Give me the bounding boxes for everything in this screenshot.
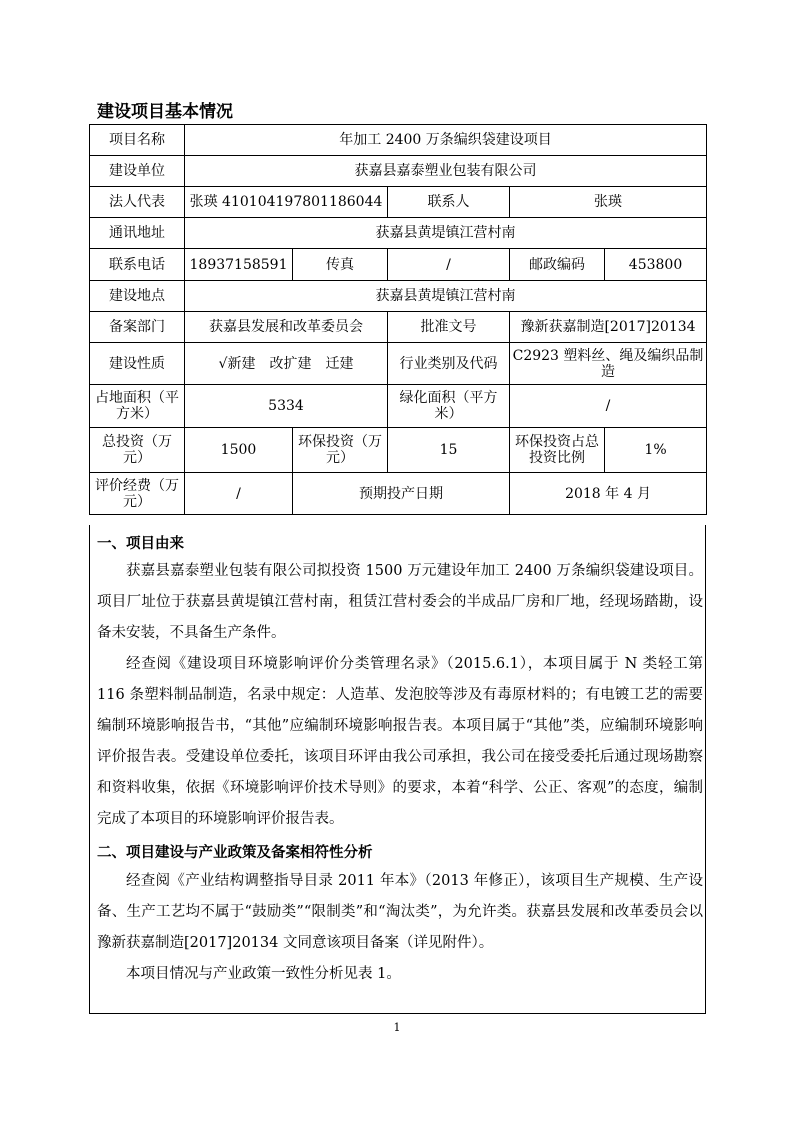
area-label: 占地面积（平方米） (90, 385, 185, 428)
eval-fee-label: 评价经费（万元） (90, 473, 185, 515)
production-date-label: 预期投产日期 (293, 473, 510, 515)
page-title: 建设项目基本情况 (97, 102, 233, 122)
section2-heading: 二、项目建设与产业政策及备案相符性分析 (97, 844, 373, 861)
env-invest-value: 15 (388, 428, 510, 473)
postcode-value: 453800 (605, 249, 707, 281)
fax-label: 传真 (293, 249, 388, 281)
filing-dept-value: 获嘉县发展和改革委员会 (185, 312, 388, 343)
phone-label: 联系电话 (90, 249, 185, 281)
site-value: 获嘉县黄堤镇江营村南 (185, 281, 707, 312)
project-info-table (89, 124, 707, 515)
phone-value: 18937158591 (185, 249, 293, 281)
section1-heading: 一、项目由来 (97, 535, 184, 552)
green-label: 绿化面积（平方米） (388, 385, 510, 428)
industry-value: C2923 塑料丝、绳及编织品制造 (510, 343, 707, 385)
env-ratio-value: 1% (605, 428, 707, 473)
filing-dept-label: 备案部门 (90, 312, 185, 343)
eval-fee-value: / (185, 473, 293, 515)
approval-no-value: 豫新获嘉制造[2017]20134 (510, 312, 707, 343)
project-name-label: 项目名称 (90, 125, 185, 156)
invest-value: 1500 (185, 428, 293, 473)
page-number: 1 (393, 1021, 401, 1034)
fax-value: / (388, 249, 510, 281)
contact-label: 联系人 (388, 187, 510, 218)
address-value: 获嘉县黄堤镇江营村南 (185, 218, 707, 249)
contact-value: 张瑛 (510, 187, 707, 218)
industry-label: 行业类别及代码 (388, 343, 510, 385)
postcode-label: 邮政编码 (510, 249, 605, 281)
narrative-section (89, 525, 706, 1014)
area-value: 5334 (185, 385, 388, 428)
legal-rep-value: 张瑛 410104197801186044 (185, 187, 388, 218)
address-label: 通讯地址 (90, 218, 185, 249)
env-ratio-label: 环保投资占总投资比例 (510, 428, 605, 473)
unit-value: 获嘉县嘉泰塑业包装有限公司 (185, 156, 707, 187)
legal-rep-label: 法人代表 (90, 187, 185, 218)
approval-no-label: 批准文号 (388, 312, 510, 343)
section2-paragraph-1: 经查阅《产业结构调整指导目录 2011 年本》（2013 年修正），该项目生产规模、生产设备、生产工艺均不属于“鼓励类”“限制类”和“淘汰类”，为允许类。获嘉县发展和改革委员会以豫新获嘉制造[2017]20134 文同意该项目备案（详见附件）。 (97, 873, 703, 951)
invest-label: 总投资（万元） (90, 428, 185, 473)
project-name-value: 年加工 2400 万条编织袋建设项目 (185, 125, 707, 156)
nature-value: √新建 改扩建 迁建 (185, 343, 388, 385)
unit-label: 建设单位 (90, 156, 185, 187)
site-label: 建设地点 (90, 281, 185, 312)
green-value: / (510, 385, 707, 428)
section2-paragraph-2: 本项目情况与产业政策一致性分析见表 1。 (126, 966, 401, 982)
production-date-value: 2018 年 4 月 (510, 473, 707, 515)
section1-paragraph-1: 获嘉县嘉泰塑业包装有限公司拟投资 1500 万元建设年加工 2400 万条编织袋建设项目。项目厂址位于获嘉县黄堤镇江营村南，租赁江营村委会的半成品厂房和厂地，经现场踏勘，设备未安装，不具备生产条件。 (97, 563, 703, 641)
section1-paragraph-2: 经查阅《建设项目环境影响评价分类管理名录》（2015.6.1），本项目属于 N 类轻工第 116 条塑料制品制造，名录中规定：人造革、发泡胶等涉及有毒原材料的；有电镀工艺的需要编制环境影响报告书，“其他”应编制环境影响报告表。本项目属于“其他”类，应编制环境影响评价报告表。受建设单位委托，该项目环评由我公司承担，我公司在接受委托后通过现场勘察和资料收集，依据《环境影响评价技术导则》的要求，本着“科学、公正、客观”的态度，编制完成了本项目的环境影响评价报告表。 (97, 656, 703, 827)
nature-label: 建设性质 (90, 343, 185, 385)
env-invest-label: 环保投资（万元） (293, 428, 388, 473)
